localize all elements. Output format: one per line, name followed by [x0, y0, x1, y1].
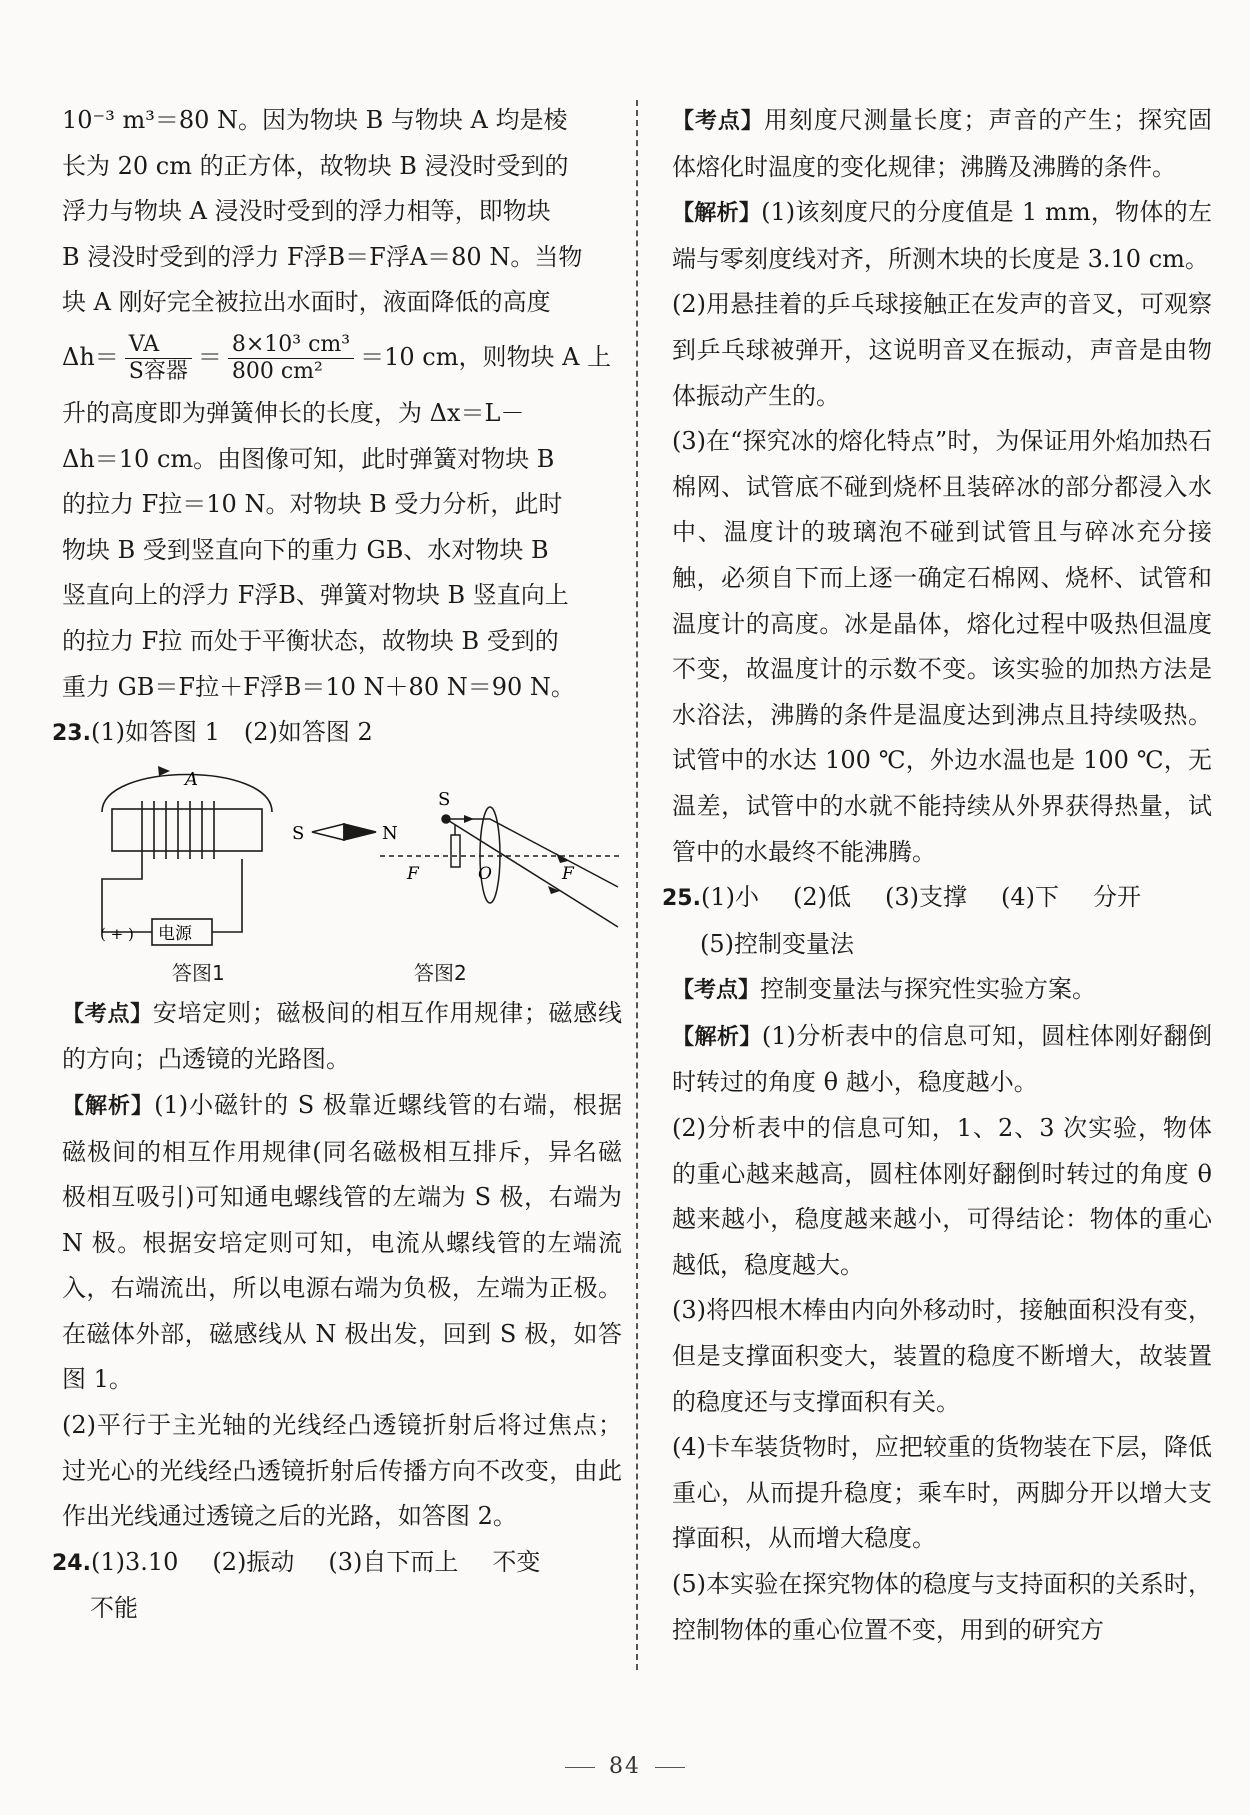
plus-label: ( + ) — [100, 924, 134, 943]
jiexi-25-part2: (2)分析表中的信息可知，1、2、3 次实验，物体的重心越来越高，圆柱体刚好翻倒时转过的角度 θ 越来越小，稳度越来越小，可得结论：物体的重心越低，稳度越大。 — [672, 1114, 1212, 1279]
answer-5: 不能 — [90, 1594, 138, 1623]
figure-captions — [62, 951, 622, 991]
lens-label-s: S — [438, 788, 451, 810]
question-24-answer — [52, 1540, 622, 1587]
text-line: 长为 20 cm 的正方体，故物块 B 浸没时受到的 — [62, 151, 569, 180]
question-number: 23. — [52, 721, 91, 747]
text-line: B 浸没时受到的浮力 F浮B＝F浮A＝80 N。当物 — [62, 242, 583, 271]
answer-2: (2)低 — [792, 883, 851, 912]
text-line: 竖直向上的浮力 F浮B、弹簧对物块 B 竖直向上 — [62, 581, 569, 610]
kaodian-23 — [62, 991, 622, 1083]
lens-label-f2: F — [562, 863, 574, 884]
lens-label-o: O — [478, 863, 492, 884]
jiexi-tag: 【解析】 — [672, 201, 762, 227]
formula-equals: ＝ — [197, 342, 222, 371]
kaodian-tag: 【考点】 — [62, 1001, 153, 1027]
fraction-1-numerator: VA — [125, 332, 192, 359]
lens-label-f1: F — [407, 863, 419, 884]
answer-text: (1)如答图 1 (2)如答图 2 — [90, 718, 373, 747]
kaodian-tag: 【考点】 — [672, 109, 764, 134]
formula-rhs: ＝10 cm，则物块 A 上 — [360, 342, 612, 371]
answer-3: (3)支撑 — [884, 883, 967, 912]
jiexi-23 — [62, 1083, 622, 1403]
text-line: Δh＝10 cm。由图像可知，此时弹簧对物块 B — [62, 444, 555, 473]
convex-lens — [480, 807, 500, 903]
solenoid-core — [112, 809, 262, 851]
page-number: 84 — [609, 1754, 641, 1779]
question-23-answer — [52, 710, 622, 757]
fraction-2 — [228, 332, 354, 385]
fraction-1-denominator: S容器 — [128, 358, 188, 384]
answer-4: 不变 — [492, 1547, 541, 1576]
answer-2: (2)振动 — [212, 1547, 295, 1576]
jiexi-24 — [672, 190, 1212, 282]
text-line: 块 A 刚好完全被拉出水面时，液面降低的高度 — [62, 288, 551, 317]
fraction-1 — [125, 332, 192, 385]
caption-figure-2: 答图2 — [414, 960, 467, 985]
kaodian-24 — [672, 98, 1212, 190]
jiexi-25-part4: (4)卡车装货物时，应把较重的货物装在下层，降低重心，从而提升稳度；乘车时，两脚分开以增大支撑面积，从而增大稳度。 — [672, 1433, 1212, 1553]
kaodian-text: 控制变量法与探究性实验方案。 — [760, 975, 1097, 1004]
text-line: 的拉力 F拉 而处于平衡状态，故物块 B 受到的 — [62, 626, 559, 655]
jiexi-25-part5: (5)本实验在探究物体的稳度与支持面积的关系时，控制物体的重心位置不变，用到的研究方 — [672, 1570, 1212, 1644]
jiexi-text: (1)该刻度尺的分度值是 1 mm，物体的左端与零刻度线对齐，所测木块的长度是 3.10 cm。 — [672, 198, 1212, 273]
text-line: 的拉力 F拉＝10 N。对物块 B 受力分析，此时 — [62, 490, 563, 519]
jiexi-tag: 【解析】 — [62, 1093, 155, 1119]
question-25-answer — [662, 875, 1212, 922]
figure-svg — [62, 757, 622, 957]
circuit-wire — [102, 859, 242, 932]
right-column — [662, 98, 1212, 1653]
ray-parallel — [446, 819, 618, 887]
text-line: 物块 B 受到竖直向下的重力 GB、水对物块 B — [62, 535, 549, 564]
footer-dash-right — [655, 1767, 685, 1768]
text-line: 浮力与物块 A 浸没时受到的浮力相等，即物块 — [62, 197, 551, 226]
ray-arrow-icon — [464, 815, 474, 823]
jiexi-text: (1)分析表中的信息可知，圆柱体刚好翻倒时转过的角度 θ 越小，稳度越小。 — [672, 1021, 1212, 1097]
text-line: 升的高度即为弹簧伸长的长度，为 Δx＝L－ — [62, 398, 525, 427]
compass-needle-n — [344, 824, 376, 840]
answer-1: (1)3.10 — [90, 1547, 179, 1576]
text-line: 10⁻³ m³＝80 N。因为物块 B 与物块 A 均是棱 — [62, 106, 568, 134]
power-label: 电源 — [158, 923, 192, 944]
ray-arrow-icon — [556, 853, 568, 863]
jiexi-25-part3: (3)将四根木棒由内向外移动时，接触面积没有变，但是支撑面积变大，装置的稳度不断增大，故装置的稳度还与支撑面积有关。 — [672, 1296, 1212, 1416]
fraction-2-denominator: 800 cm² — [231, 358, 323, 384]
formula-lhs: Δh＝ — [62, 342, 119, 371]
answer-1: (1)小 — [700, 883, 759, 912]
jiexi-tag: 【解析】 — [672, 1024, 762, 1050]
jiexi-23-part2: (2)平行于主光轴的光线经凸透镜折射后将过焦点；过光心的光线经凸透镜折射后传播方向不改变，由此作出光线通过透镜之后的光路，如答图 2。 — [62, 1411, 622, 1531]
question-number: 24. — [52, 1550, 91, 1576]
formula-line — [62, 332, 622, 385]
candle-object — [451, 835, 460, 867]
jiexi-24-part3: (3)在“探究冰的熔化特点”时，为保证用外焰加热石棉网、试管底不碰到烧杯且装碎冰的部分都浸入水中、温度计的玻璃泡不碰到试管且与碎冰充分接触，必须自下而上逐一确定石棉网、烧杯、试管和温度计的高度。冰是晶体，熔化过程中吸热但温度不变，故温度计的示数不变。该实验的加热方法是水浴法，沸腾的条件是温度达到沸点且持续吸热。试管中的水达 100 ℃，外边水温也是 100 ℃，无温差，试管中的水就不能持续从外界获得热量，试管中的水最终不能沸腾。 — [672, 427, 1212, 866]
figure-1-solenoid — [102, 766, 376, 945]
answer-figures — [62, 757, 622, 957]
text-line: 重力 GB＝F拉＋F浮B＝10 N＋80 N＝90 N。 — [62, 672, 575, 701]
jiexi-24-part2: (2)用悬挂着的乒乓球接触正在发声的音叉，可观察到乒乓球被弹开，这说明音叉在振动，声音是由物体振动产生的。 — [672, 290, 1212, 410]
answer-4: (4)下 — [1000, 883, 1059, 912]
answer-3: (3)自下而上 — [328, 1547, 459, 1576]
caption-figure-1: 答图1 — [172, 960, 225, 985]
label-s: S — [292, 822, 305, 844]
jiexi-text: (1)小磁针的 S 极靠近螺线管的右端，根据磁极间的相互作用规律(同名磁极相互排斥，异名磁极相互吸引)可知通电螺线管的左端为 S 极，右端为 N 极。根据安培定则可知，电流从螺线管的左端流入，右端流出，所以电源右端为负极，左端为正极。在磁体外部，磁感线从 N 极出发，回到 S 极，如答图 1。 — [62, 1090, 622, 1394]
label-a: A — [185, 768, 198, 790]
answer-5: (5)控制变量法 — [700, 929, 854, 958]
column-divider — [636, 100, 638, 1670]
page-footer — [0, 1754, 1250, 1779]
footer-dash-left — [565, 1767, 595, 1768]
label-n: N — [382, 822, 398, 844]
compass-needle-s — [312, 824, 344, 840]
kaodian-25 — [672, 967, 1212, 1014]
answer-4b: 分开 — [1092, 883, 1141, 912]
jiexi-25 — [672, 1014, 1212, 1106]
fraction-2-numerator: 8×10³ cm³ — [228, 332, 354, 359]
kaodian-text: 用刻度尺测量长度；声音的产生；探究固体熔化时温度的变化规律；沸腾及沸腾的条件。 — [672, 106, 1212, 181]
left-column — [52, 98, 622, 1632]
question-number: 25. — [662, 886, 701, 912]
kaodian-text: 安培定则；磁极间的相互作用规律；磁感线的方向；凸透镜的光路图。 — [62, 998, 622, 1074]
kaodian-tag: 【考点】 — [672, 978, 761, 1004]
